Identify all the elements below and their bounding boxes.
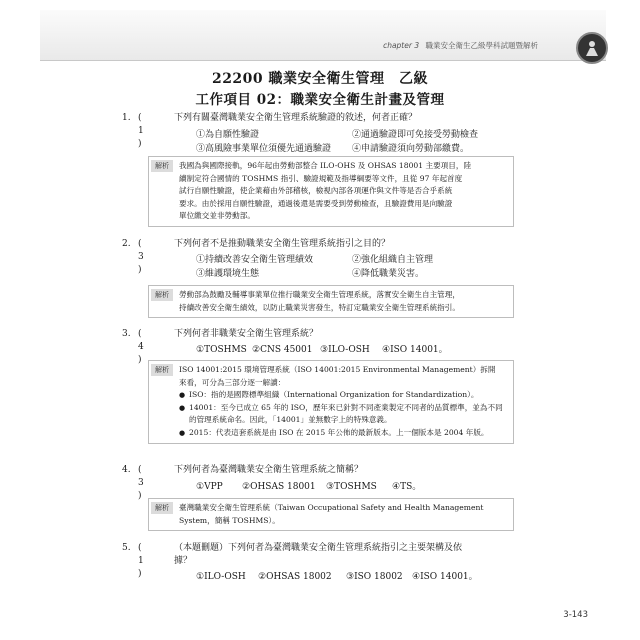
option: ①ILO-OSH [196, 572, 246, 582]
question-text: 下列何者不是推動職業安全衛生管理系統指引之目的？ [174, 239, 391, 249]
option: ②強化組織自主管理 [352, 255, 434, 265]
explanation-tag: 解析 [151, 160, 173, 172]
option: ②CNS 45001 [252, 345, 313, 355]
question-number: 3. [122, 329, 131, 339]
explanation-bullet: ● 14001：至今已成立 65 年的 ISO，歷年來已針對不同產業製定不同者的品質標準，並為不同的管理系統命名。因此，「14001」並無數字上的特殊意義。 [179, 402, 507, 427]
question-text: （本題刪題）下列何者為臺灣職業安全衛生管理系統指引之主要架構及依 [174, 543, 463, 553]
explanation-tag: 解析 [151, 364, 173, 376]
question-text-continued: 據？ [174, 556, 193, 566]
option: ①為自願性驗證 [196, 130, 260, 140]
explanation-line: 我國為與國際接軌，96年起由勞動部整合 ILO-OHS 及 OHSAS 18001 主要項目，陸 [179, 161, 472, 170]
question-number: 1. [122, 113, 131, 123]
chapter-label: chapter 3 [383, 41, 420, 50]
option: ④ISO 14001。 [412, 572, 478, 582]
answer-key: ( 1 ) [138, 543, 144, 579]
explanation-bullet: ● ISO：指的是國際標準組織（International Organization for Standardization）。 [179, 389, 507, 402]
option: ③高風險事業單位須優先通過驗證 [196, 144, 332, 154]
question-text: 下列有關臺灣職業安全衛生管理系統驗證的敘述，何者正確？ [174, 113, 418, 123]
worker-emblem-icon [576, 32, 608, 64]
explanation-line: 臺灣職業安全衛生管理系統（Taiwan Occupational Safety and Health Management [179, 503, 484, 512]
question-number: 5. [122, 543, 131, 553]
chapter-title: 職業安全衛生乙級學科試題暨解析 [425, 41, 538, 50]
explanation-line: 持續改善安全衛生績效，以防止職業災害發生，特訂定職業安全衛生管理系統指引。 [179, 302, 460, 312]
option: ③ILO-OSH [320, 345, 370, 355]
explanation-line: 要求。由於採用自願性驗證，通過後還是需要受到勞動檢查，且驗證費用是向驗證 [179, 198, 453, 208]
option: ④申請驗證須向勞動部繳費。 [352, 144, 470, 154]
option: ③維護環境生態 [196, 269, 260, 279]
option: ①持續改善安全衛生管理績效 [196, 255, 314, 265]
question-number: 4. [122, 465, 131, 475]
explanation-2 [148, 285, 514, 318]
option: ③TOSHMS [326, 482, 377, 492]
explanation-line: 續制定符合國情的 TOSHMS 指引、驗證規範及指導綱要等文件，且從 97 年起首度 [179, 173, 463, 183]
explanation-line: System，簡稱 TOSHMS）。 [179, 515, 280, 525]
option: ④降低職業災害。 [352, 269, 425, 279]
explanation-4 [148, 498, 514, 531]
option: ③ISO 18002 [346, 572, 403, 582]
option: ④ISO 14001。 [382, 345, 448, 355]
answer-key: ( 1 ) [138, 113, 144, 149]
explanation-bullet: ● 2015：代表這套系統是由 ISO 在 2015 年公佈的最新版本。上一個版本是 2004 年版。 [179, 427, 507, 440]
section-subtitle: 工作項目 02：職業安全衛生計畫及管理 [195, 92, 445, 108]
option: ①TOSHMS [196, 345, 247, 355]
explanation-line: 試行自願性驗證，使企業藉由外部稽核，檢視內部各項運作與文件等是否合乎系統 [179, 186, 453, 196]
explanation-line: ISO 14001:2015 環境管理系統（ISO 14001:2015 Environmental Management）拆開 [179, 365, 496, 374]
page-number: 3-143 [563, 610, 588, 620]
answer-key: ( 3 ) [138, 239, 144, 275]
explanation-tag: 解析 [151, 502, 173, 514]
explanation-tag: 解析 [151, 289, 173, 301]
answer-key: ( 3 ) [138, 465, 144, 501]
option: ①VPP [196, 482, 223, 492]
question-text: 下列何者為臺灣職業安全衛生管理系統之簡稱？ [174, 465, 364, 475]
question-number: 2. [122, 239, 131, 249]
explanation-line: 勞動部為鼓勵及輔導事業單位推行職業安全衛生管理系統，落實安全衛生自主管理， [179, 290, 460, 299]
explanation-line: 來看，可分為三部分逐一解讀： [179, 377, 286, 387]
explanation-line: 單位繳交並非勞動部。 [179, 211, 255, 221]
page-header [40, 10, 606, 61]
question-text: 下列何者非職業安全衛生管理系統？ [174, 329, 319, 339]
option: ②通過驗證即可免接受勞動檢查 [352, 130, 479, 140]
option: ④TS。 [392, 482, 422, 492]
document-title: 22200 職業安全衛生管理 乙級 [211, 71, 429, 87]
option: ②OHSAS 18001 [242, 482, 316, 492]
option: ②OHSAS 18002 [258, 572, 332, 582]
answer-key: ( 4 ) [138, 329, 144, 365]
book-page [10, 2, 630, 638]
explanation-1 [148, 156, 514, 227]
explanation-3 [148, 360, 514, 444]
running-header [383, 40, 538, 51]
